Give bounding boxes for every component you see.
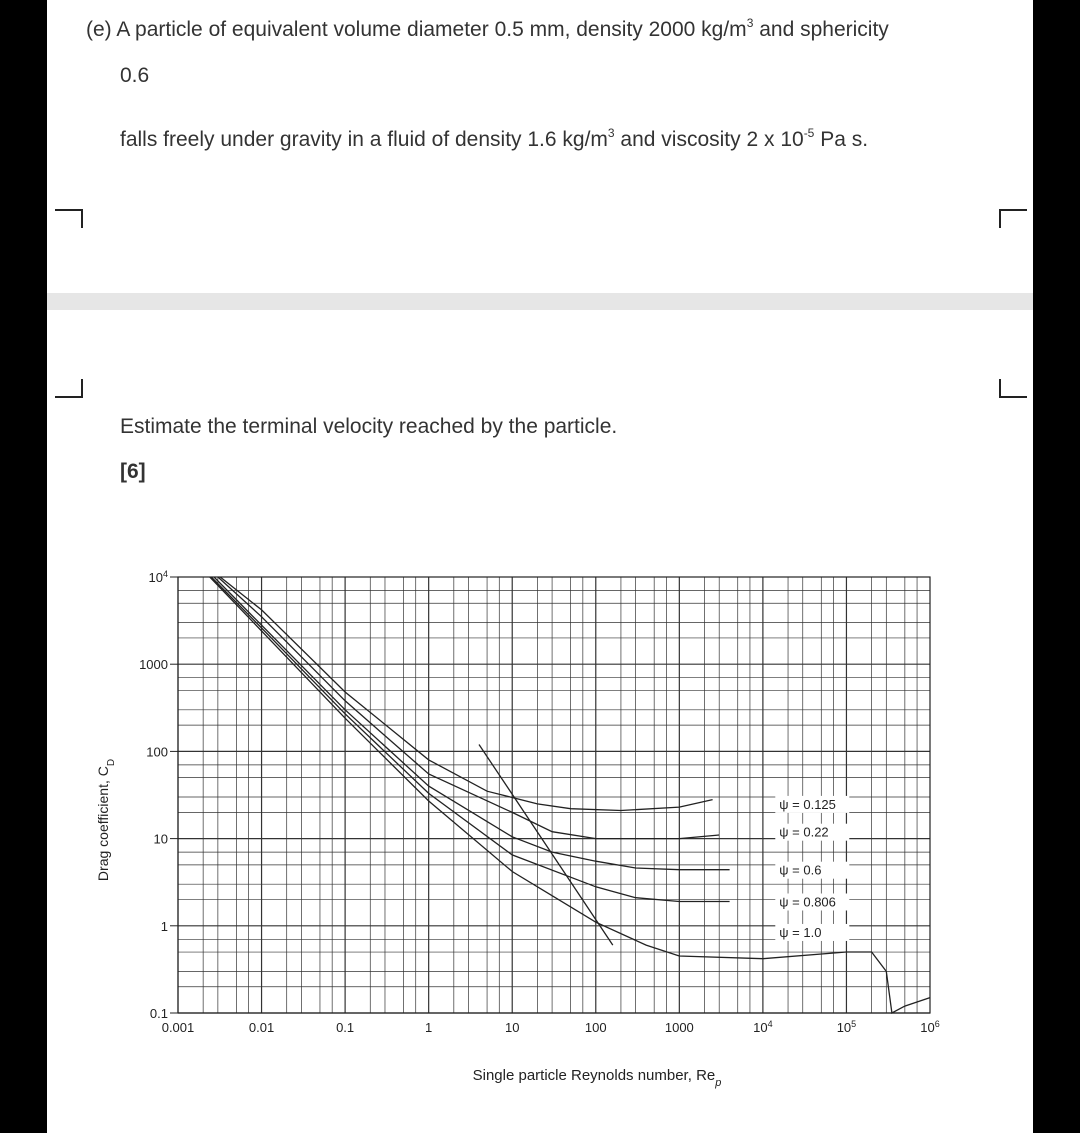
marks-label: [6] (120, 460, 146, 483)
x-tick-label: 1 (425, 1020, 433, 1035)
series-line-4 (210, 577, 930, 1013)
y-tick-label: 100 (146, 744, 168, 760)
page-gap (47, 293, 1033, 310)
y-tick-label: 1 (160, 918, 168, 934)
question-line-1: (e) A particle of equivalent volume diameter 0.5 mm, density 2000 $kg/m^3$ and sphericity (86, 16, 889, 41)
legend-label: ψ = 0.6 (779, 862, 822, 878)
x-tick-exponent: 5 (851, 1019, 857, 1029)
x-tick-exponent: 6 (934, 1019, 940, 1029)
x-tick-label: $10^4$ (753, 1019, 773, 1035)
y-tick-label: 1000 (139, 657, 168, 673)
x-tick-label: 0.001 (161, 1020, 195, 1035)
crop-mark-icon (55, 208, 85, 228)
x-tick-label: 1000 (664, 1020, 694, 1035)
legend-label: ψ = 0.806 (779, 894, 836, 910)
chart-grid (178, 577, 930, 1013)
question-prompt: Estimate the terminal velocity reached by the particle. (120, 415, 618, 438)
y-axis-label: Drag coefficient, $C_D$ (95, 758, 117, 882)
crop-mark-icon (997, 208, 1027, 228)
y-tick-label: $10^4$ (148, 569, 168, 585)
x-tick-label: 100 (584, 1020, 607, 1035)
y-tick-label: 10 (153, 831, 168, 847)
series-line-0 (220, 577, 712, 811)
crop-mark-icon (55, 379, 85, 399)
series-line-3 (211, 577, 729, 902)
x-tick-label: $10^6$ (920, 1019, 940, 1035)
x-tick-exponent: 4 (767, 1019, 773, 1029)
question-line-2: 0.6 (120, 64, 150, 87)
chart-legend (775, 796, 849, 941)
x-tick-label: 10 (504, 1020, 520, 1035)
y-tick-label: 0.1 (149, 1006, 168, 1021)
legend-label: ψ = 0.125 (779, 796, 836, 812)
y-tick-exponent: 4 (162, 569, 168, 579)
plot-frame (178, 577, 930, 1013)
drag-coefficient-chart (88, 555, 948, 1095)
x-tick-label: $10^5$ (836, 1019, 857, 1035)
crop-mark-icon (997, 379, 1027, 399)
legend-label: ψ = 1.0 (779, 924, 822, 940)
chart-curves (210, 577, 930, 1013)
x-axis-label: Single particle Reynolds number, $Re_p$ (472, 1067, 722, 1089)
question-line-3: falls freely under gravity in a fluid of density 1.6 $kg/m^3$ and viscosity 2 x $10^{-5}$ Pa s. (120, 126, 869, 151)
x-tick-label: 0.1 (336, 1020, 355, 1035)
x-tick-label: 0.01 (248, 1020, 275, 1035)
legend-label: ψ = 0.22 (779, 824, 829, 840)
